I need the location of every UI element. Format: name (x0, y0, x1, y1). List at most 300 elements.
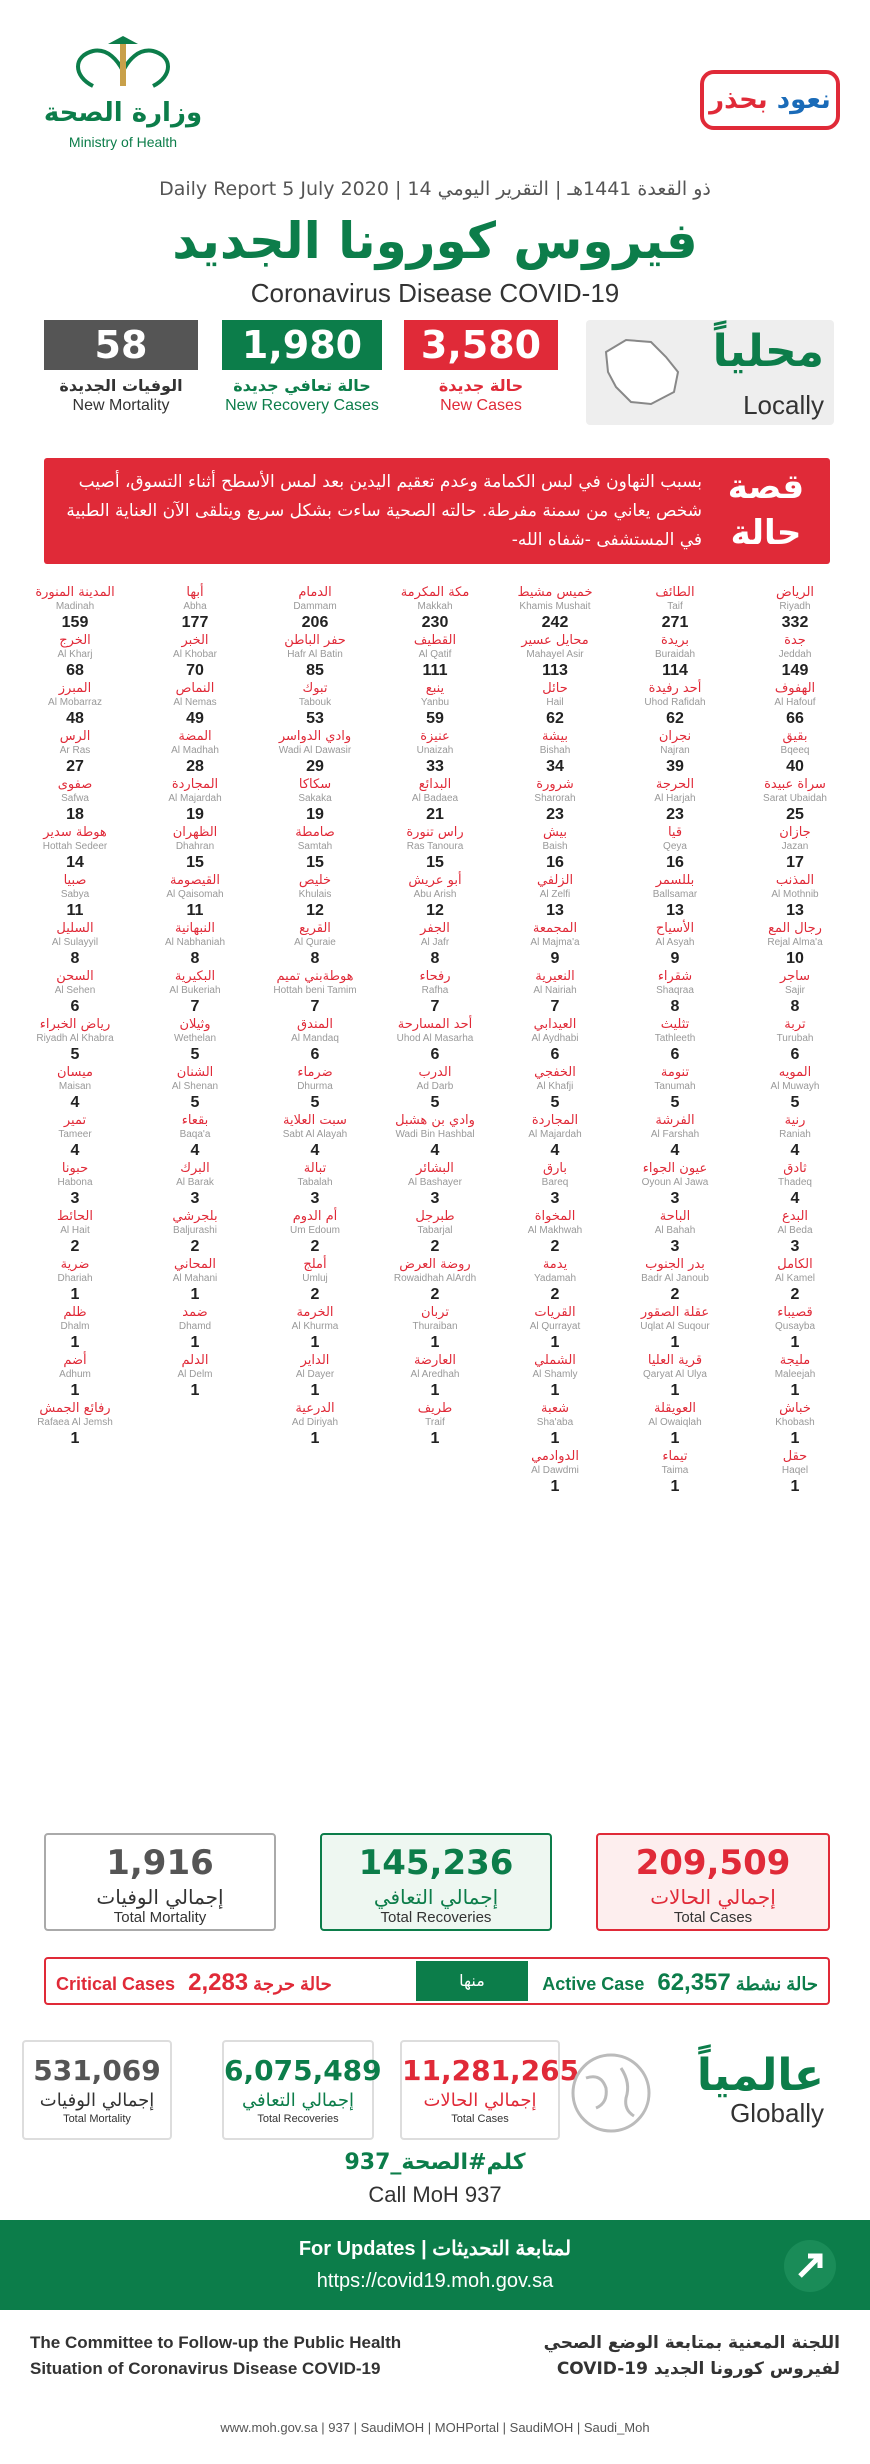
city-cell (740, 969, 850, 1017)
city-name-ar: تبالة (303, 1161, 327, 1176)
city-name-en: Al Jafr (420, 937, 450, 948)
city-name-en: Shaqraa (656, 985, 694, 996)
city-cell (380, 1113, 490, 1161)
city-count: 7 (190, 998, 200, 1015)
city-count: 49 (186, 710, 204, 727)
city-cell (20, 825, 130, 873)
city-name-ar: الطائف (655, 585, 695, 600)
city-name-ar: الفرشة (655, 1113, 695, 1128)
city-count: 4 (70, 1142, 80, 1159)
city-count: 1 (430, 1430, 440, 1447)
city-name-en: Yadamah (533, 1273, 577, 1284)
committee-ar (440, 2330, 840, 2400)
new-recovery-label-en: New Recovery Cases (225, 397, 379, 414)
city-name-ar: المذنب (775, 873, 815, 888)
city-count: 1 (430, 1334, 440, 1351)
global-cases-card (400, 2040, 580, 2140)
city-cell (140, 1305, 250, 1353)
city-name-ar: طريف (417, 1401, 453, 1416)
city-name-en: Baljurashi (173, 1225, 217, 1236)
city-count: 7 (430, 998, 440, 1015)
city-cell (620, 729, 730, 777)
city-name-ar: الداير (300, 1353, 330, 1368)
city-cell (260, 1353, 370, 1401)
city-name-ar: النعيرية (535, 969, 575, 984)
city-cell (20, 969, 130, 1017)
city-name-ar: المجمعة (532, 921, 578, 936)
city-name-ar: القريع (299, 921, 331, 936)
new-mortality-label-ar: الوفيات الجديدة (59, 376, 183, 395)
city-name-ar: عنيزة (420, 729, 450, 744)
city-name-en: Hail (546, 697, 564, 708)
city-cell (500, 777, 610, 825)
city-name-ar: بدر الجنوب (645, 1257, 705, 1272)
updates-bar (0, 2220, 870, 2310)
city-count: 19 (186, 806, 204, 823)
city-cell (140, 873, 250, 921)
city-count: 5 (670, 1094, 680, 1111)
city-cell (740, 1161, 850, 1209)
city-name-ar: جدة (784, 633, 806, 648)
city-cell (260, 1305, 370, 1353)
city-count: 4 (550, 1142, 560, 1159)
city-name-en: Wadi Bin Hashbal (395, 1129, 475, 1140)
city-name-ar: البشائر (416, 1161, 454, 1176)
city-cell (140, 1113, 250, 1161)
city-cell (500, 1305, 610, 1353)
city-name-ar: صبيا (63, 873, 87, 888)
city-cell (500, 585, 610, 633)
city-name-ar: ساجر (779, 969, 811, 984)
city-name-en: Al Qaisomah (166, 889, 224, 900)
city-name-ar: العويقلة (653, 1401, 697, 1416)
city-name-ar: عيون الجواء (642, 1161, 708, 1176)
city-name-en: Bishah (539, 745, 571, 756)
city-count: 8 (790, 998, 800, 1015)
global-mortality-label-ar: إجمالي الوفيات (39, 2090, 155, 2111)
city-name-en: Bqeeq (780, 745, 810, 756)
city-name-ar: يدمة (542, 1257, 568, 1272)
city-name-en: Tameer (58, 1129, 92, 1140)
city-count: 19 (306, 806, 324, 823)
city-cell (740, 873, 850, 921)
city-count: 6 (790, 1046, 800, 1063)
city-name-ar: ضمد (182, 1305, 208, 1320)
city-name-ar: القيصومة (170, 873, 220, 888)
city-name-en: Adhum (59, 1369, 91, 1380)
city-name-ar: خباش (779, 1401, 811, 1416)
city-cell (500, 681, 610, 729)
total-mortality-label-ar: إجمالي الوفيات (96, 1885, 224, 1909)
city-cell (380, 633, 490, 681)
city-count: 3 (190, 1190, 200, 1207)
city-name-ar: تثليث (660, 1017, 690, 1032)
city-name-ar: تربة (784, 1017, 806, 1032)
city-name-en: Riyadh Al Khabra (36, 1033, 114, 1044)
city-name-en: Madinah (55, 601, 95, 612)
city-count: 68 (66, 662, 84, 679)
city-name-en: Hafr Al Batin (287, 649, 343, 660)
city-cell (380, 1353, 490, 1401)
city-cell (260, 1065, 370, 1113)
city-name-ar: بيش (542, 825, 568, 840)
city-name-ar: أضم (63, 1353, 87, 1368)
city-cell (140, 777, 250, 825)
city-name-ar: الرياض (775, 585, 815, 600)
city-cell (260, 585, 370, 633)
city-count: 27 (66, 758, 84, 775)
city-count: 16 (546, 854, 564, 871)
total-recoveries-card (320, 1833, 552, 1931)
city-name-en: Thadeq (778, 1177, 812, 1188)
city-name-ar: الزلفي (536, 873, 574, 888)
city-name-en: Ad Darb (416, 1081, 454, 1092)
city-name-ar: تيماء (662, 1449, 688, 1464)
city-name-ar: البدع (781, 1209, 809, 1224)
city-name-en: Dhalm (60, 1321, 90, 1332)
city-name-en: Qusayba (774, 1321, 816, 1332)
city-name-ar: الحرجة (655, 777, 695, 792)
city-count: 59 (426, 710, 444, 727)
city-name-en: Ballsamar (652, 889, 698, 900)
city-count: 1 (70, 1430, 80, 1447)
updates-url[interactable]: https://covid19.moh.gov.sa (316, 2270, 554, 2292)
city-name-en: Al Owaiqlah (648, 1417, 702, 1428)
city-name-en: Al Hait (60, 1225, 90, 1236)
city-name-ar: راس تنورة (406, 825, 464, 840)
city-count: 5 (70, 1046, 80, 1063)
new-mortality-value: 58 (44, 320, 198, 370)
city-cell (620, 1113, 730, 1161)
city-cell (500, 633, 610, 681)
city-count: 1 (190, 1334, 200, 1351)
moh-logo (28, 36, 218, 156)
city-name-en: Khobash (775, 1417, 815, 1428)
footer-links[interactable]: www.moh.gov.sa | 937 | SaudiMOH | MOHPortal | SaudiMOH | Saudi_Moh (220, 2420, 650, 2435)
city-cell (140, 1353, 250, 1401)
city-name-en: Al Shamly (532, 1369, 578, 1380)
city-name-ar: شقراء (657, 969, 693, 984)
city-count: 4 (790, 1190, 800, 1207)
city-name-en: Al Harjah (654, 793, 696, 804)
city-cell (620, 1305, 730, 1353)
city-cell (380, 825, 490, 873)
city-name-en: Al Asyah (655, 937, 695, 948)
city-cell (620, 1401, 730, 1449)
city-cell (500, 1065, 610, 1113)
city-name-ar: أحد رفيدة (648, 681, 702, 696)
city-name-ar: بارق (543, 1161, 567, 1176)
city-name-en: Wadi Al Dawasir (278, 745, 352, 756)
city-count: 1 (670, 1382, 680, 1399)
globe-icon (566, 2048, 656, 2138)
city-count: 4 (790, 1142, 800, 1159)
city-count: 230 (421, 614, 449, 631)
city-name-ar: العيدابي (533, 1017, 577, 1032)
city-name-ar: الباحة (659, 1209, 691, 1224)
city-name-ar: النبهانية (175, 921, 215, 936)
ministry-name-en: Ministry of Health (68, 134, 178, 150)
city-cell (380, 681, 490, 729)
city-cell (740, 633, 850, 681)
city-count: 39 (666, 758, 684, 775)
city-cell (620, 585, 730, 633)
city-name-ar: أم الدوم (292, 1209, 338, 1224)
global-mortality-card (22, 2040, 172, 2140)
city-count: 5 (790, 1094, 800, 1111)
city-cell (740, 729, 850, 777)
title-ar: فيروس كورونا الجديد (172, 212, 698, 270)
city-cell (380, 1161, 490, 1209)
city-name-en: Najran (660, 745, 690, 756)
city-name-ar: الدرعية (295, 1401, 335, 1416)
city-name-en: Al Bashayer (408, 1177, 462, 1188)
city-cell (620, 1257, 730, 1305)
city-cell (380, 873, 490, 921)
city-name-ar: الخبر (181, 633, 209, 648)
city-name-en: Dhurma (297, 1081, 333, 1092)
city-count: 1 (670, 1478, 680, 1495)
city-name-en: Habona (57, 1177, 93, 1188)
city-name-en: Uqlat Al Suqour (640, 1321, 710, 1332)
city-name-ar: سبت العلاية (283, 1113, 347, 1128)
city-cell (20, 873, 130, 921)
committee-en-line2: Situation of Coronavirus Disease COVID-19 (30, 2359, 381, 2378)
active-value: 62,357 (657, 1969, 731, 1996)
city-count: 66 (786, 710, 804, 727)
locally-title-en: Locally (743, 390, 824, 420)
city-name-ar: رنية (784, 1113, 806, 1128)
city-count: 2 (310, 1286, 320, 1303)
city-count: 2 (430, 1238, 440, 1255)
city-cell (620, 1161, 730, 1209)
city-cell (500, 729, 610, 777)
city-name-en: Rafha (421, 985, 449, 996)
city-name-ar: قرية العليا (647, 1353, 703, 1368)
city-cell (620, 825, 730, 873)
city-name-en: Sajir (784, 985, 805, 996)
city-name-en: Sharorah (534, 793, 576, 804)
city-name-ar: سراة عبيدة (764, 777, 826, 792)
city-count: 7 (550, 998, 560, 1015)
city-name-en: Al Mobarraz (48, 697, 102, 708)
city-name-ar: سكاكا (298, 777, 332, 792)
city-cell (20, 681, 130, 729)
city-name-ar: البكيرية (174, 969, 216, 984)
city-count: 1 (310, 1334, 320, 1351)
city-name-en: Rowaidhah AlArdh (393, 1273, 477, 1284)
city-cell (20, 1257, 130, 1305)
city-cell (260, 1209, 370, 1257)
city-count: 23 (546, 806, 564, 823)
city-name-ar: رفائع الجمش (39, 1401, 111, 1416)
city-count: 8 (670, 998, 680, 1015)
total-mortality-card (44, 1833, 276, 1931)
city-name-ar: تنومة (660, 1065, 690, 1080)
title-en: Coronavirus Disease COVID-19 (250, 278, 620, 308)
city-name-ar: المدينة المنورة (35, 585, 115, 600)
city-name-en: Al Majardah (528, 1129, 582, 1140)
city-count: 17 (786, 854, 804, 871)
city-name-en: Al Hafouf (774, 697, 816, 708)
city-cell (260, 921, 370, 969)
city-name-en: Al Qurrayat (529, 1321, 581, 1332)
city-cell (20, 1017, 130, 1065)
city-name-ar: البرك (180, 1161, 210, 1176)
city-name-ar: الظهران (172, 825, 218, 840)
city-cell (20, 1113, 130, 1161)
city-name-en: Sabt Al Alayah (282, 1129, 348, 1140)
city-column (140, 585, 250, 1401)
city-cell (500, 825, 610, 873)
city-name-ar: الجفر (420, 921, 450, 936)
city-name-en: Uhod Al Masarha (396, 1033, 474, 1044)
city-count: 1 (790, 1430, 800, 1447)
city-name-en: Dammam (293, 601, 337, 612)
city-name-en: Dhariah (57, 1273, 93, 1284)
city-name-ar: القطيف (413, 633, 457, 648)
city-cell (620, 873, 730, 921)
city-name-en: Hottah Sedeer (42, 841, 108, 852)
global-recoveries-value: 6,075,489 (224, 2054, 382, 2087)
city-count: 9 (670, 950, 680, 967)
city-name-ar: الخرمة (296, 1305, 334, 1320)
city-cell (380, 1305, 490, 1353)
city-count: 16 (666, 854, 684, 871)
city-name-ar: هوطة سدير (43, 825, 107, 840)
global-mortality-value: 531,069 (33, 2054, 161, 2087)
city-name-en: Sakaka (298, 793, 332, 804)
badge-word-1: بحذر (709, 85, 768, 115)
city-count: 332 (781, 614, 809, 631)
city-name-en: Qeya (663, 841, 687, 852)
city-name-ar: الأسياح (655, 921, 695, 936)
locally-title-ar: محلياً (712, 326, 824, 377)
city-name-ar: ثادق (783, 1161, 807, 1176)
city-count: 1 (670, 1334, 680, 1351)
active-label-ar: حالة نشطة (735, 1974, 818, 1994)
city-name-en: Sarat Ubaidah (763, 793, 827, 804)
city-name-ar: ظلم (63, 1305, 87, 1320)
city-name-ar: حائل (542, 681, 568, 696)
critical-label-en: Critical Cases (56, 1974, 176, 1994)
city-name-en: Al Barak (176, 1177, 214, 1188)
city-cell (740, 1353, 850, 1401)
committee-en (30, 2330, 430, 2400)
city-name-ar: الشملي (534, 1353, 576, 1368)
city-name-en: Al Majardah (168, 793, 222, 804)
city-count: 1 (550, 1478, 560, 1495)
city-name-ar: هوطةبني تميم (276, 969, 354, 984)
city-column (380, 585, 490, 1449)
city-name-en: Tabarjal (417, 1225, 453, 1236)
city-cell (740, 681, 850, 729)
city-name-en: Riyadh (779, 601, 811, 612)
city-cell (20, 1161, 130, 1209)
city-count: 70 (186, 662, 204, 679)
city-count: 159 (61, 614, 89, 631)
city-name-ar: الرس (59, 729, 91, 744)
new-recovery-card (222, 320, 382, 416)
city-name-ar: السحن (56, 969, 94, 984)
city-name-ar: القريات (534, 1305, 576, 1320)
city-name-en: Al Mandaq (291, 1033, 339, 1044)
city-name-ar: ينبع (425, 681, 445, 696)
total-cases-card (596, 1833, 830, 1931)
saudi-map-icon (596, 332, 686, 412)
city-name-en: Sabya (60, 889, 90, 900)
city-count: 1 (550, 1430, 560, 1447)
city-count: 11 (186, 902, 204, 919)
city-name-ar: قيا (667, 825, 683, 840)
city-name-ar: بقيق (782, 729, 808, 744)
city-cell (380, 969, 490, 1017)
city-name-ar: حبونا (61, 1161, 89, 1176)
city-name-en: Sha'aba (536, 1417, 574, 1428)
arrow-icon (780, 2236, 840, 2296)
city-name-en: Badr Al Janoub (641, 1273, 709, 1284)
city-cell (140, 681, 250, 729)
city-name-ar: قصيباء (777, 1305, 813, 1320)
city-name-en: Oyoun Al Jawa (641, 1177, 709, 1188)
city-name-en: Al Makhwah (527, 1225, 583, 1236)
total-cases-label-en: Total Cases (673, 1909, 753, 1926)
city-name-en: Abu Arish (413, 889, 457, 900)
city-name-ar: ضرماء (297, 1065, 333, 1080)
city-name-en: Tabouk (298, 697, 332, 708)
city-name-ar: المجاردة (171, 777, 219, 792)
new-mortality-label-en: New Mortality (72, 397, 170, 414)
city-count: 6 (70, 998, 80, 1015)
city-name-ar: محايل عسير (521, 633, 589, 648)
report-date: Daily Report 5 July 2020 | 14 ذو القعدة 1441هـ | التقرير اليومي (159, 178, 711, 200)
updates-divider: | (421, 2238, 433, 2260)
city-name-ar: بقعاء (181, 1113, 209, 1128)
city-name-ar: الدرب (418, 1065, 452, 1080)
city-column (260, 585, 370, 1449)
city-name-en: Thuraiban (412, 1321, 458, 1332)
city-name-en: Baish (542, 841, 568, 852)
city-cell (380, 1065, 490, 1113)
city-cell (260, 1161, 370, 1209)
city-count: 3 (310, 1190, 320, 1207)
city-cell (380, 1209, 490, 1257)
city-count: 1 (70, 1334, 80, 1351)
city-name-ar: شرورة (536, 777, 574, 792)
city-name-en: Al Sehen (54, 985, 96, 996)
updates-label-ar: لمتابعة التحديثات (432, 2238, 572, 2260)
city-count: 18 (66, 806, 84, 823)
city-name-en: Al Muwayh (770, 1081, 820, 1092)
city-cell (380, 1401, 490, 1449)
city-name-en: Al Beda (777, 1225, 813, 1236)
city-count: 1 (430, 1382, 440, 1399)
city-cell (260, 633, 370, 681)
city-cell (740, 1449, 850, 1497)
critical-value: 2,283 (188, 1969, 249, 1996)
city-name-en: Al Delm (177, 1369, 213, 1380)
global-cases-label-ar: إجمالي الحالات (423, 2090, 537, 2111)
city-count: 25 (786, 806, 804, 823)
city-name-en: Rejal Alma'a (767, 937, 823, 948)
city-count: 5 (190, 1046, 200, 1063)
city-name-en: Ar Ras (59, 745, 91, 756)
city-cell (20, 1065, 130, 1113)
city-name-ar: رجال المع (768, 921, 822, 936)
new-cases-label-ar: حالة جديدة (438, 376, 524, 395)
city-name-en: Jeddah (778, 649, 812, 660)
call-hashtag: كلم#الصحة_937 (344, 2150, 526, 2175)
